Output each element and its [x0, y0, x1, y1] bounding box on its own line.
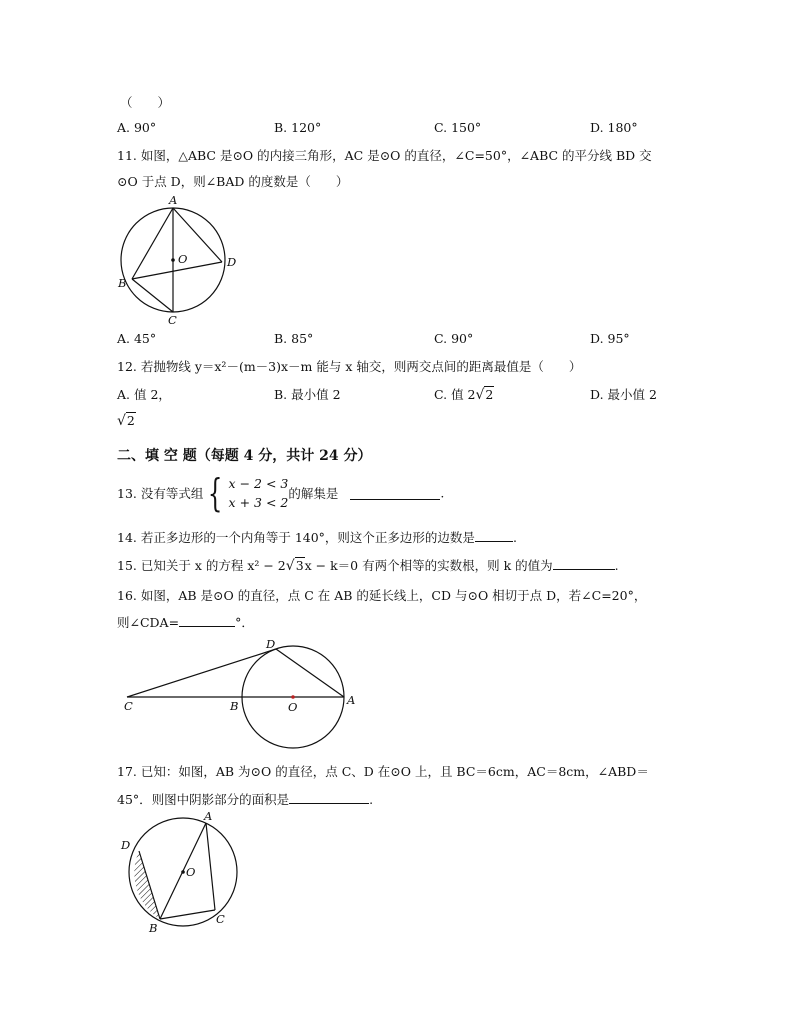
q17-answer-blank[interactable] — [289, 791, 369, 804]
q11-option-b[interactable]: B. 85° — [274, 331, 314, 346]
q11-option-a[interactable]: A. 45° — [117, 331, 157, 346]
q16-answer-blank[interactable] — [179, 614, 235, 627]
q13-inequality-1: x − 2 < 3 — [228, 476, 289, 491]
q11-option-c[interactable]: C. 90° — [434, 331, 474, 346]
q13-inequality-system: { x − 2 < 3 x + 3 < 2 — [208, 471, 289, 515]
q10-option-d[interactable]: D. 180° — [590, 120, 638, 135]
q10-option-a[interactable]: A. 90° — [117, 120, 157, 135]
q11-chord-ab — [132, 208, 173, 279]
q11-label-d: D — [227, 255, 237, 269]
q12-stem: 12. 若抛物线 y＝x²－(m－3)x－m 能与 x 轴交，则两交点间的距离最值是（ ） — [117, 359, 582, 374]
q11-label-b: B — [118, 276, 127, 290]
q11-label-c: C — [168, 313, 177, 327]
q16-stem-line2: 则∠CDA= °． — [117, 615, 254, 630]
q12-option-c-prefix: C. 值 2 — [434, 387, 476, 402]
q11-stem-line1: 11. 如图，△ABC 是⊙O 的内接三角形，AC 是⊙O 的直径，∠C=50°，∠ABC 的平分线 BD 交 — [117, 148, 652, 163]
q17-label-c: C — [216, 912, 225, 926]
q13-answer-blank[interactable] — [350, 487, 440, 500]
q11-label-o: O — [178, 252, 188, 266]
q17-label-b: B — [149, 921, 158, 935]
q10-option-b[interactable]: B. 120° — [274, 120, 322, 135]
q17-stem-line2: 45°．则图中阴影部分的面积是 . — [117, 792, 374, 807]
q12-option-c-root: √2 — [475, 387, 494, 403]
q14-text: 14. 若正多边形的一个内角等于 140°，则这个正多边形的边数是 — [117, 530, 475, 545]
q11-option-d[interactable]: D. 95° — [590, 331, 630, 346]
q16-label-a: A — [347, 693, 356, 707]
q15-root: √3 — [285, 558, 304, 574]
q14-stem: 14. 若正多边形的一个内角等于 140°，则这个正多边形的边数是 . — [117, 530, 517, 545]
q16-tangent-cd — [127, 649, 276, 697]
q15-answer-blank[interactable] — [553, 557, 615, 570]
q12-option-d-root: √2 — [117, 413, 135, 429]
q16-center-dot — [291, 695, 295, 699]
q13-inequality-2: x + 3 < 2 — [228, 495, 289, 510]
q11-chord-bd — [132, 262, 222, 279]
q15-prefix: 15. 已知关于 x 的方程 x² − 2 — [117, 558, 286, 573]
q12-option-b[interactable]: B. 最小值 2 — [274, 387, 341, 402]
q16-stem-line1: 16. 如图，AB 是⊙O 的直径，点 C 在 AB 的延长线上，CD 与⊙O 相切于点 D，若∠C=20°， — [117, 588, 647, 603]
q11-stem-line2: ⊙O 于点 D，则∠BAD 的度数是（ ） — [117, 174, 349, 189]
q16-label-b: B — [230, 699, 239, 713]
q17-chord-ac — [206, 823, 215, 910]
q16-figure — [118, 636, 363, 751]
q15-suffix: x − k＝0 有两个相等的实数根，则 k 的值为 — [304, 558, 553, 573]
q13-suffix: 的解集是 — [288, 486, 339, 501]
q17-stem-line1: 17. 已知：如图，AB 为⊙O 的直径，点 C、D 在⊙O 上，且 BC＝6cm，AC＝8cm，∠ABD＝ — [117, 764, 649, 779]
q11-chord-bc — [132, 279, 173, 312]
q15-stem: 15. 已知关于 x 的方程 x² − 2√3x − k＝0 有两个相等的实数根，则 k 的值为 . — [117, 558, 619, 574]
q17-chord-bc — [160, 910, 215, 919]
q10-paren: （ ） — [120, 95, 171, 110]
q17-center-dot — [181, 870, 185, 874]
q11-label-a: A — [169, 193, 178, 207]
q16-label-o: O — [288, 700, 298, 714]
q11-center-dot — [171, 258, 175, 262]
q17-label-a: A — [204, 809, 213, 823]
q16-label-c: C — [124, 699, 133, 713]
section2-heading: 二、填 空 题（每题 4 分，共计 24 分） — [117, 448, 372, 464]
q17-figure — [112, 808, 252, 936]
q16-chord-da — [276, 649, 344, 697]
q12-option-c[interactable] — [434, 385, 494, 403]
q14-answer-blank[interactable] — [475, 529, 513, 542]
q10-option-c[interactable]: C. 150° — [434, 120, 482, 135]
q12-option-d[interactable]: D. 最小值 2 — [590, 387, 657, 402]
q13-stem: 13. 没有等式组 { x − 2 < 3 x + 3 < 2 的解集是 . — [117, 471, 445, 515]
q17-label-o: O — [186, 865, 196, 879]
q11-figure — [110, 192, 250, 327]
q17-shaded-region — [134, 851, 160, 919]
q13-prefix: 13. 没有等式组 — [117, 486, 204, 501]
q16-label-d: D — [266, 637, 276, 651]
q12-option-a[interactable]: A. 值 2， — [117, 387, 171, 402]
q17-label-d: D — [121, 838, 131, 852]
